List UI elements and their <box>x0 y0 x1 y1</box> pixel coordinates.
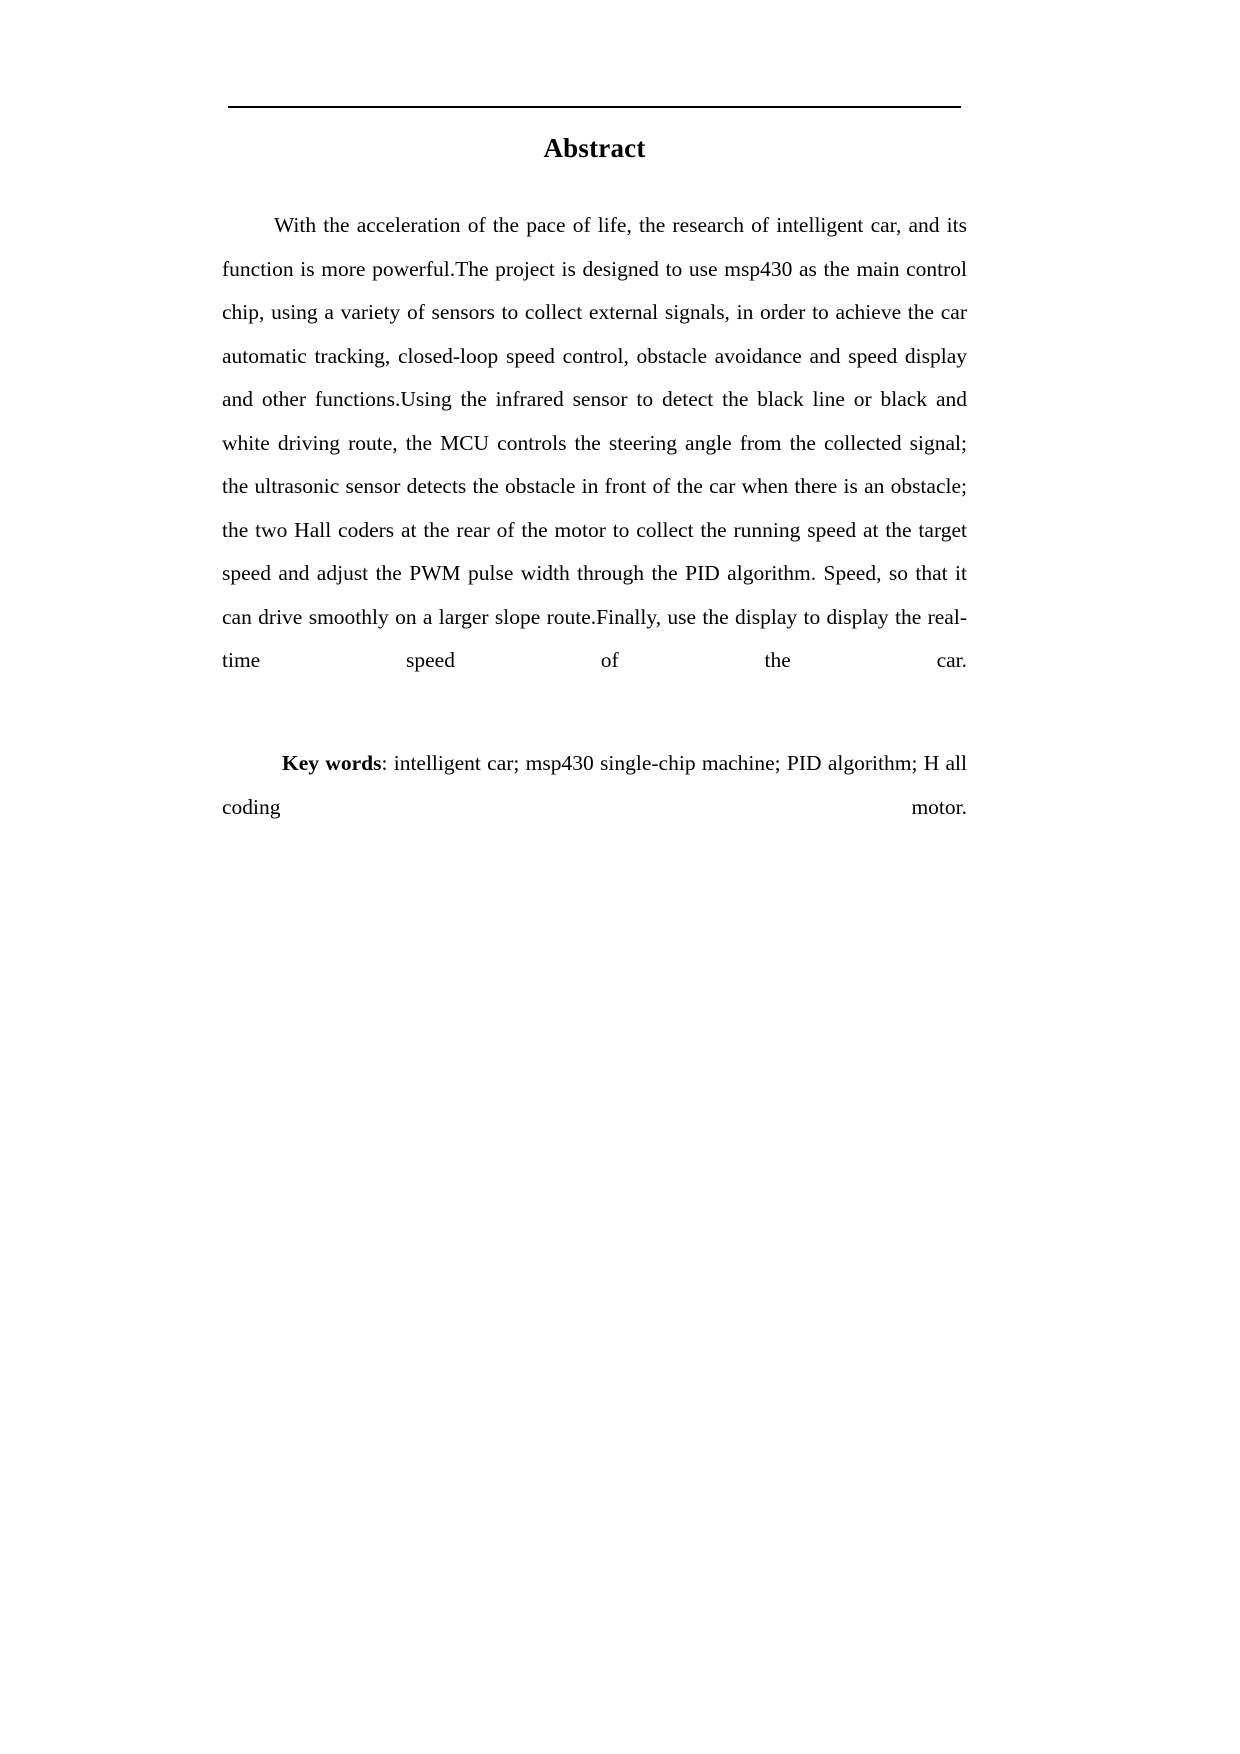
page-title: Abstract <box>543 133 646 163</box>
header-rule-divider <box>228 106 961 108</box>
document-content <box>222 132 967 873</box>
keywords-list: intelligent car; msp430 single-chip machine; PID algorithm; H all coding motor. <box>222 751 968 819</box>
abstract-body-paragraph: With the acceleration of the pace of life, the research of intelligent car, and its function is more powerful.The project is designed to use msp430 as the main control chip, using a variety of sensors to collect external signals, in order to achieve the car automatic tracking, closed-loop speed control, obstacle avoidance and speed display and other functions.Using the infrared sensor to detect the black line or black and white driving route, the MCU controls the steering angle from the collected signal; the ultrasonic sensor detects the obstacle in front of the car when there is an obstacle; the two Hall coders at the rear of the motor to collect the running speed at the target speed and adjust the PWM pulse width through the PID algorithm. Speed, so that it can drive smoothly on a larger slope route.Finally, use the display to display the real-time speed of the car. <box>222 213 967 673</box>
keywords-paragraph <box>222 742 967 873</box>
keywords-label: Key words <box>282 751 382 776</box>
keywords-separator: : <box>381 751 394 776</box>
